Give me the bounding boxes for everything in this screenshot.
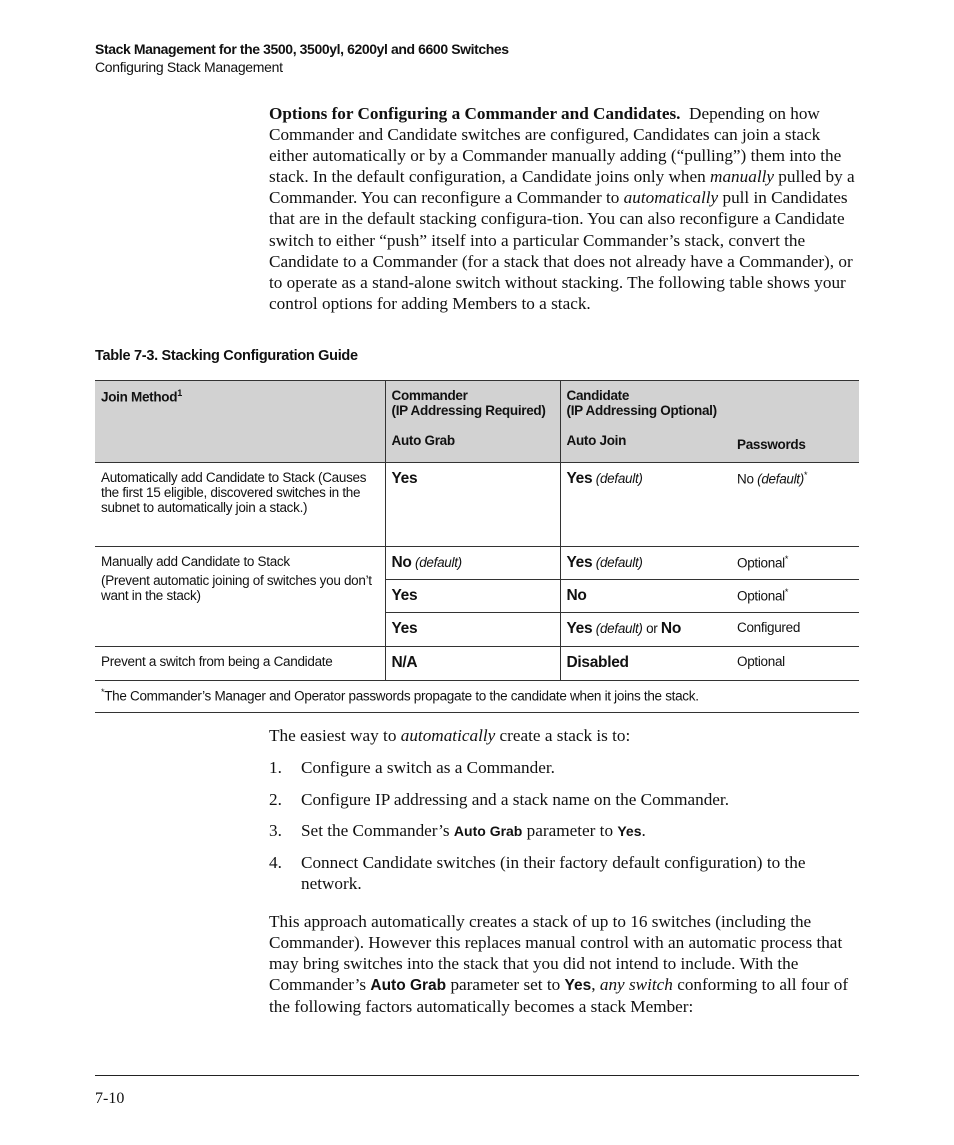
intro-heading: Options for Configuring a Commander and Candidates. <box>269 104 681 123</box>
row2b-passwords: Optional* <box>731 580 859 613</box>
row2b-auto-join: No <box>560 580 731 613</box>
intro-paragraph <box>269 103 857 314</box>
step-number: 4. <box>269 853 282 872</box>
row3-method: Prevent a switch from being a Candidate <box>95 647 385 681</box>
keyword-auto-grab: Auto Grab <box>370 977 447 995</box>
header-auto-grab: Auto Grab <box>391 433 455 448</box>
step-text: Configure IP addressing and a stack name on the Commander. <box>301 790 729 809</box>
row2-method <box>95 547 385 647</box>
approach-paragraph: This approach automatically creates a stack of up to 16 switches (including the Commander). However this replaces manual control with an automatic process that may bring switches into the stack that you did not intend to include. With the Commander’s Auto Grab parameter set to Yes, any switch conforming to all four of the following factors automatically becomes a stack Member: <box>269 912 849 1017</box>
table-row <box>95 463 859 547</box>
row2b-auto-grab: Yes <box>385 580 560 613</box>
footer-rule <box>95 1075 859 1076</box>
header-candidate-label: Candidate <box>566 388 630 403</box>
header-commander-label: Commander <box>391 388 468 403</box>
easy-emphasis: automatically <box>400 726 496 745</box>
row1-passwords: No (default)* <box>731 463 859 547</box>
table-footnote: *The Commander’s Manager and Operator passwords propagate to the candidate when it joins the stack. <box>95 681 859 713</box>
header-candidate <box>560 381 731 463</box>
table-footnote-row <box>95 681 859 713</box>
row2a-passwords: Optional* <box>731 547 859 580</box>
header-passwords <box>731 381 859 463</box>
header-auto-join: Auto Join <box>566 433 627 448</box>
step-number: 2. <box>269 790 282 809</box>
row1-method: Automatically add Candidate to Stack (Causes the first 15 eligible, discovered switches in the subnet to automatically join a stack.) <box>95 463 385 547</box>
row2a-auto-grab: No (default) <box>385 547 560 580</box>
easy-way-paragraph: The easiest way to automatically create a stack is to: <box>269 726 631 745</box>
row2c-auto-join: Yes (default) or No <box>560 613 731 647</box>
table-header-row <box>95 381 859 463</box>
step-number: 1. <box>269 758 282 777</box>
stacking-table <box>95 380 859 713</box>
header-passwords-label: Passwords <box>737 437 806 452</box>
row3-auto-grab: N/A <box>385 647 560 681</box>
running-header-subtitle: Configuring Stack Management <box>95 59 283 75</box>
intro-text-1: Depending on how Commander and Candidate switches are configured, Candidates can join a stack either automatically or by a Commander manually adding (“pulling”) them into the stack. In the default configuration, a Candidate joins only when <box>269 104 842 187</box>
row2-method-note: (Prevent automatic joining of switches you don’t want in the stack) <box>101 573 372 603</box>
keyword-yes: Yes <box>564 977 592 995</box>
row2c-passwords: Configured <box>731 613 859 647</box>
table-row <box>95 547 859 580</box>
header-commander <box>385 381 560 463</box>
step-text: Configure a switch as a Commander. <box>301 758 555 777</box>
row3-auto-join: Disabled <box>560 647 731 681</box>
row1-auto-join: Yes (default) <box>560 463 731 547</box>
row3-passwords: Optional <box>731 647 859 681</box>
approach-emphasis: any switch <box>599 975 673 995</box>
row1-auto-grab: Yes <box>385 463 560 547</box>
step-number: 3. <box>269 821 282 840</box>
step-text: Set the Commander’s Auto Grab parameter to Yes. <box>301 821 646 840</box>
table-row <box>95 647 859 681</box>
intro-emphasis-1: manually <box>710 167 774 187</box>
keyword-yes: Yes <box>617 823 642 839</box>
page-number: 7-10 <box>95 1090 125 1107</box>
row2a-auto-join: Yes (default) <box>560 547 731 580</box>
header-join-method: Join Method$^1$ <box>95 381 385 463</box>
header-commander-note: (IP Addressing Required) <box>391 403 546 418</box>
row2-method-label: Manually add Candidate to Stack <box>101 554 290 569</box>
header-candidate-note: (IP Addressing Optional) <box>566 403 717 418</box>
intro-text-2: pulled by a Commander. You can reconfigure a Commander to <box>269 167 855 208</box>
intro-emphasis-2: automatically <box>623 188 719 208</box>
row2c-auto-grab: Yes <box>385 613 560 647</box>
intro-text-3: pull in Candidates that are in the default stacking configura-tion. You can also reconfigure a Candidate switch to either “push” itself into a particular Commander’s stack, convert the Candidate to a Commander (for a stack that does not already have a Commander), or to operate as a stand-alone switch without stacking. The following table shows your control options for adding Members to a stack. <box>269 188 853 313</box>
step-text: Connect Candidate switches (in their factory default configuration) to the network. <box>301 853 806 894</box>
table-title: Table 7-3. Stacking Configuration Guide <box>95 348 358 364</box>
running-header-title: Stack Management for the 3500, 3500yl, 6200yl and 6600 Switches <box>95 41 509 57</box>
keyword-auto-grab: Auto Grab <box>453 823 523 839</box>
